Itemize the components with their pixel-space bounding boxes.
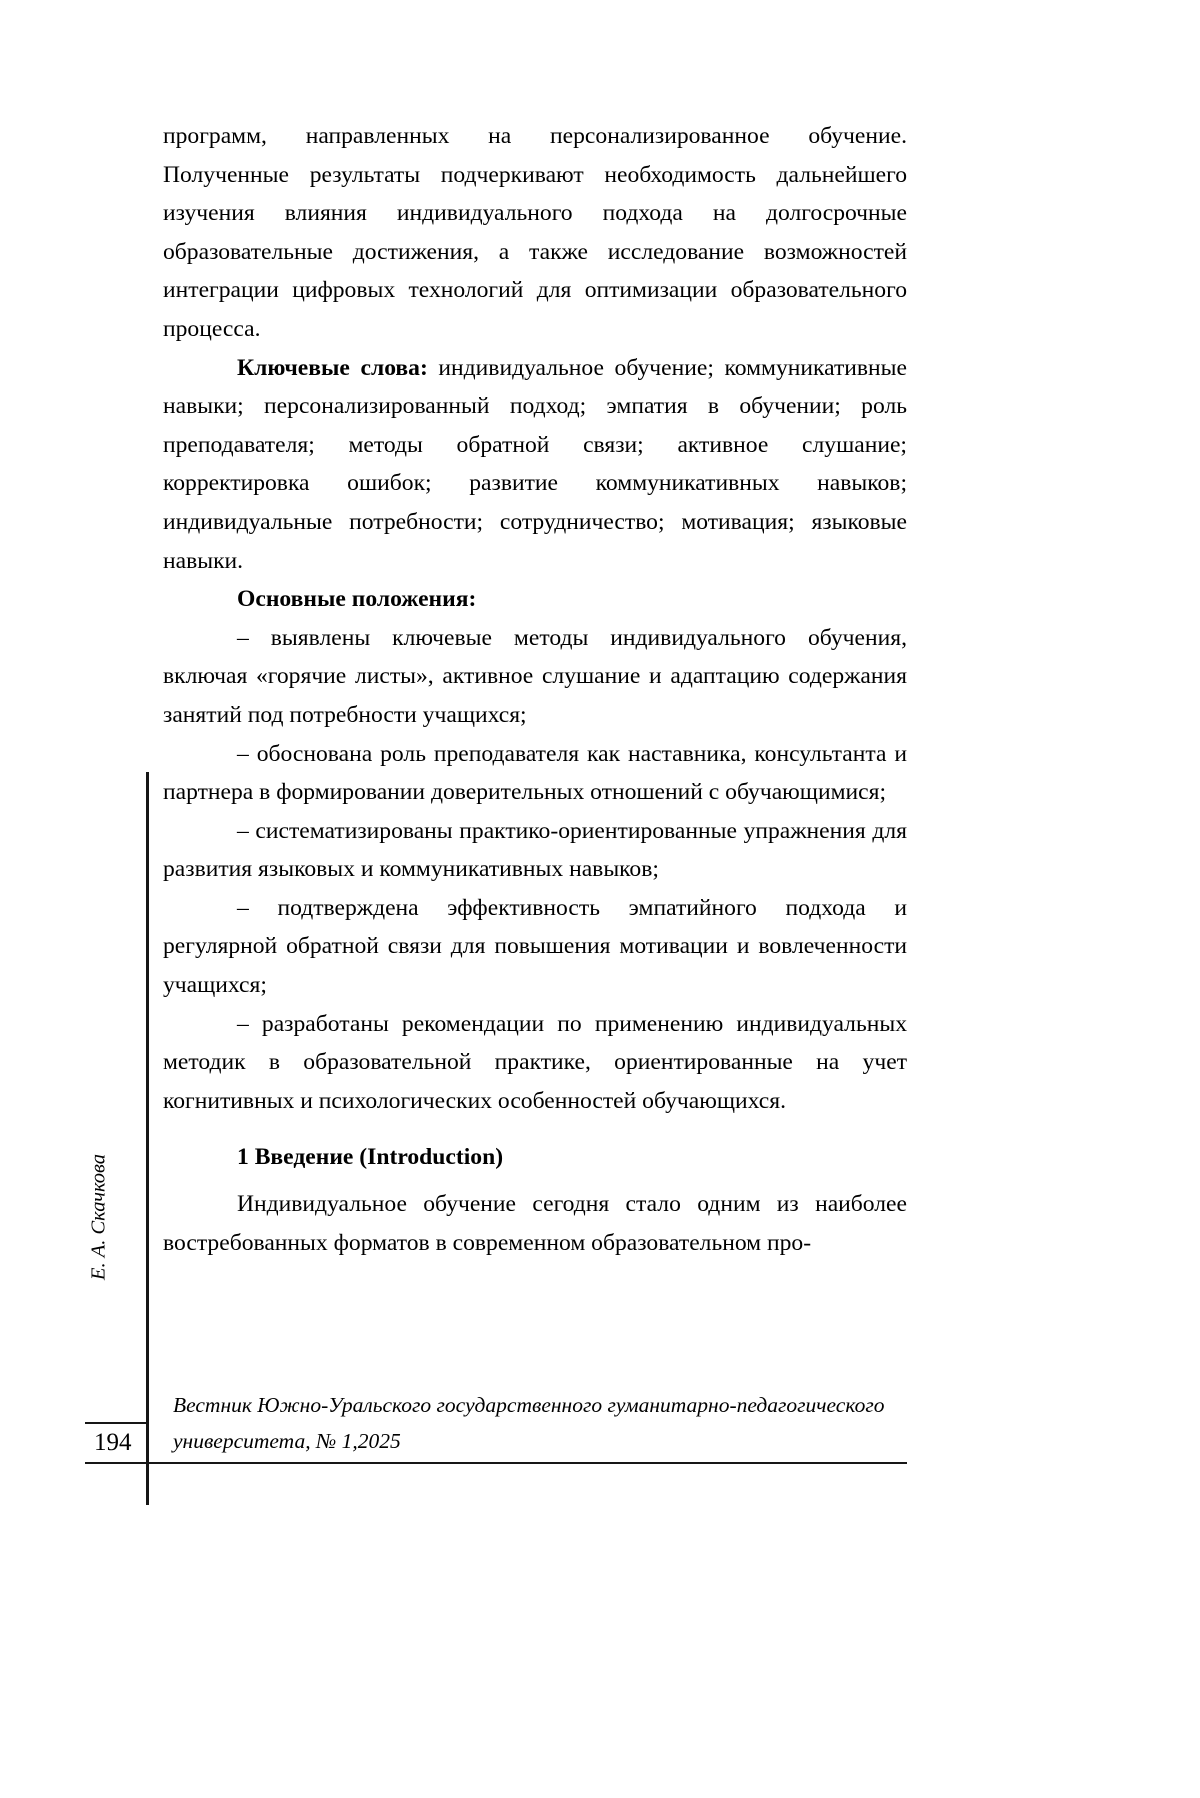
- highlight-item-4: – подтверждена эффективность эмпатийного подхода и регулярной обратной связи для повышения мотивации и вовлеченности учащихся;: [163, 894, 907, 999]
- text-block: [163, 117, 907, 1262]
- journal-footer: [173, 1388, 913, 1459]
- keywords-paragraph-label: Ключевые слова:: [237, 354, 428, 381]
- highlights-heading: Основные положения:: [237, 586, 477, 613]
- highlight-item-5: – разработаны рекомендации по применению индивидуальных методик в образовательной практике, ориентированные на учет когнитивных и психологических особенностей обучающихся.: [163, 1010, 907, 1114]
- left-vertical-rule: [146, 772, 149, 1505]
- footer-journal-title-line2: университета, № 1,2025: [173, 1428, 401, 1453]
- sidebar-author-name: Е. А. Скачкова: [87, 1153, 110, 1281]
- page-number: 194: [94, 1429, 132, 1456]
- highlight-item-3: – систематизированы практико-ориентированные упражнения для развития языковых и коммуникативных навыков;: [163, 817, 907, 883]
- introduction-paragraph: Индивидуальное обучение сегодня стало одним из наиболее востребованных форматов в современном образовательном про-: [163, 1191, 907, 1256]
- footer-rule: [85, 1462, 907, 1464]
- footer-journal-title-line1: Вестник Южно-Уральского государственного гуманитарно-педагогического: [173, 1393, 885, 1417]
- rule-above-page-number: [85, 1422, 146, 1424]
- keywords-paragraph: Ключевые слова: индивидуальное обучение; коммуникативные навыки; персонализированный подход; эмпатия в обучении; роль преподавателя; методы обратной связи; активное слушание; корректировка ошибок; развитие коммуникативных навыков; индивидуальные потребности; сотрудничество; мотивация; языковые навыки.: [163, 354, 907, 574]
- introduction-heading: 1 Введение (Introduction): [237, 1144, 504, 1171]
- highlight-item-1: – выявлены ключевые методы индивидуального обучения, включая «горячие листы», активное слушание и адаптацию содержания занятий под потребности учащихся;: [163, 624, 907, 728]
- abstract-continuation-paragraph: программ, направленных на персонализированное обучение. Полученные результаты подчеркивают необходимость дальнейшего изучения влияния индивидуального подхода на долгосрочные образовательные достижения, а также исследование возможностей интеграции цифровых технологий для оптимизации образовательного процесса.: [163, 123, 907, 342]
- highlight-item-2: – обоснована роль преподавателя как наставника, консультанта и партнера в формировании доверительных отношений с обучающимися;: [163, 740, 907, 806]
